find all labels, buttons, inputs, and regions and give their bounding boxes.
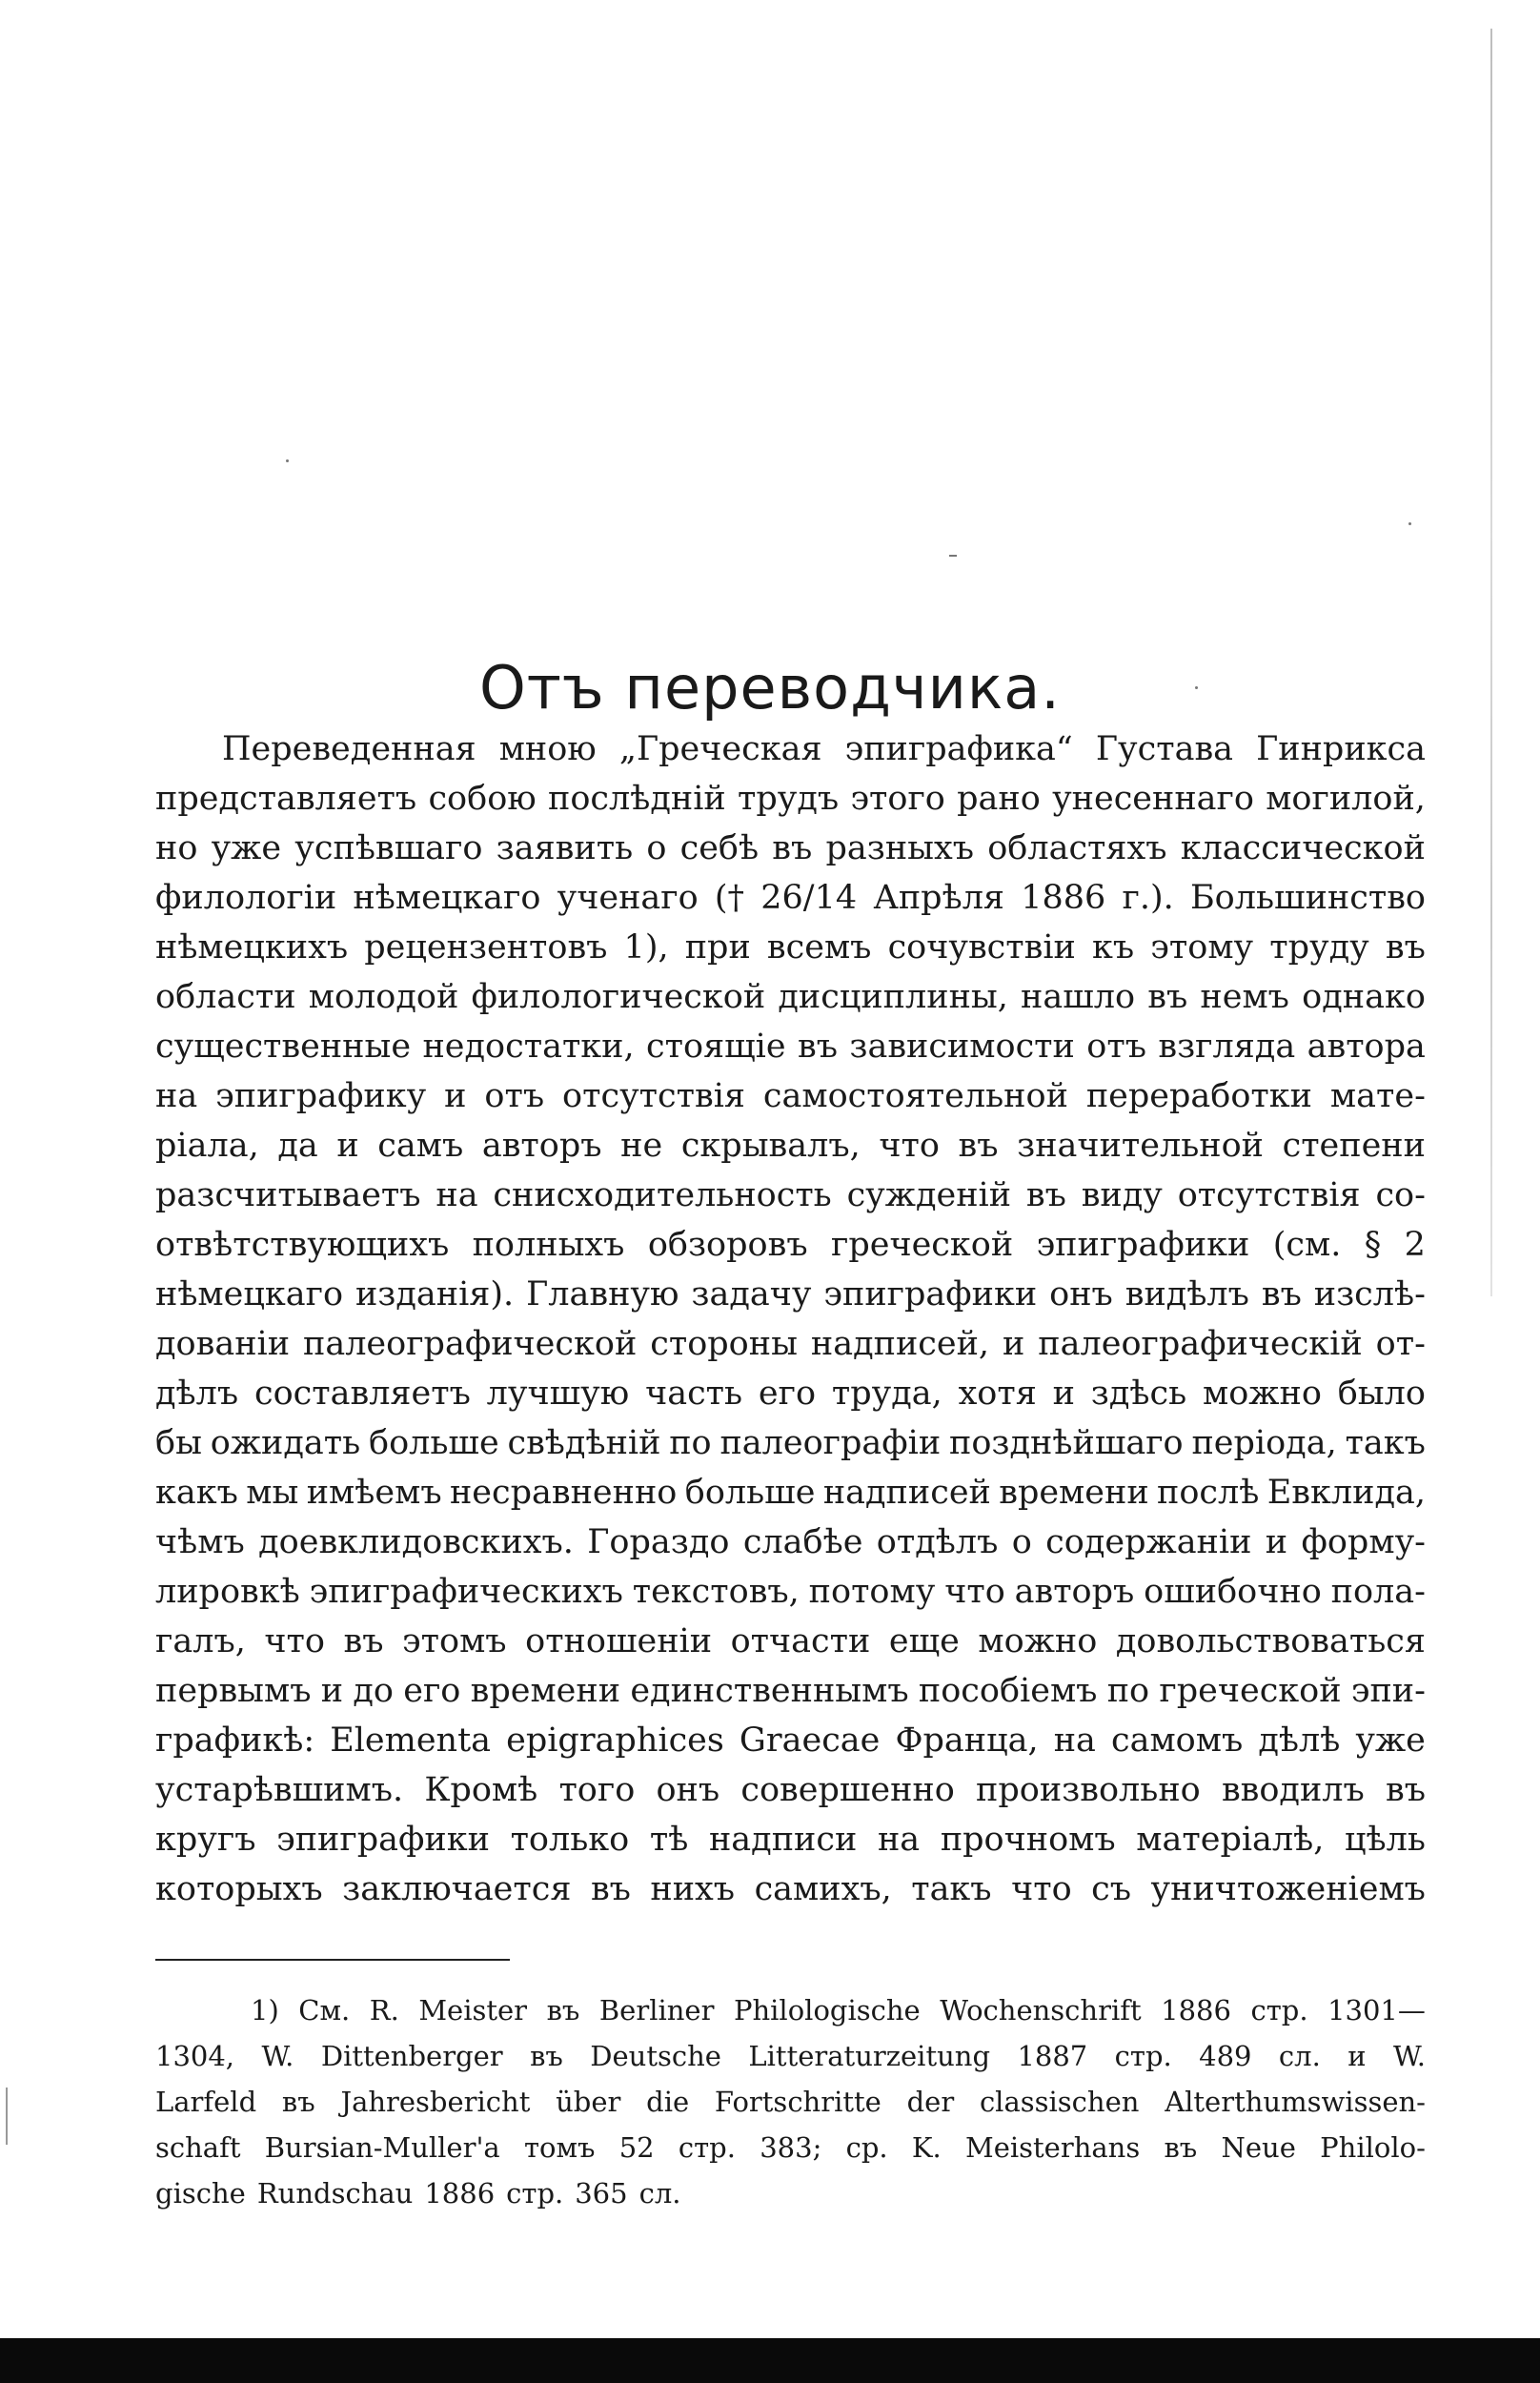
word: Гинрикса: [1256, 730, 1426, 768]
word: и: [1348, 2040, 1367, 2072]
word: авторъ: [1014, 1573, 1135, 1611]
word: надписи: [708, 1821, 858, 1859]
word: самъ: [377, 1127, 464, 1165]
word: ошибочно: [1144, 1573, 1322, 1611]
word: изслѣ-: [1313, 1275, 1426, 1314]
word: мате-: [1329, 1077, 1426, 1115]
word: успѣвшаго: [294, 829, 483, 867]
word: собою: [428, 780, 537, 818]
paragraph-line: [155, 1418, 1426, 1468]
word: Alterthumswissen-: [1165, 2086, 1426, 2118]
paragraph-line: [155, 1171, 1426, 1220]
footnote-line: [155, 2079, 1426, 2125]
word: въ: [1164, 2131, 1198, 2164]
word: часть: [645, 1375, 743, 1413]
word: стр.: [678, 2131, 736, 2164]
word: 1): [251, 1994, 279, 2027]
paragraph-line: [155, 774, 1426, 824]
word: свѣдѣнiй: [507, 1424, 661, 1462]
word: единственнымъ: [630, 1672, 909, 1710]
word: въ: [1385, 928, 1426, 967]
footnote-line: [155, 2125, 1426, 2170]
word: послѣ: [1157, 1474, 1260, 1512]
word: значительной: [1017, 1127, 1264, 1165]
word: gische: [155, 2177, 246, 2210]
main-paragraph: [155, 724, 1426, 1914]
word: бы: [155, 1424, 202, 1462]
word: Neue: [1221, 2131, 1296, 2164]
word: от-: [1375, 1325, 1426, 1363]
paragraph-line: [155, 1666, 1426, 1716]
word: полныхъ: [472, 1226, 625, 1264]
word: г.).: [1122, 879, 1174, 917]
page-title: Отъ переводчика.: [478, 652, 1062, 723]
word: его: [403, 1672, 461, 1710]
word: Rundschau: [256, 2177, 414, 2210]
word: не: [620, 1127, 663, 1165]
word: кругъ: [155, 1821, 256, 1859]
word: уже: [211, 829, 282, 867]
word: слабѣе: [742, 1523, 863, 1561]
word: пособiемъ: [918, 1672, 1098, 1710]
word: сужденiй: [846, 1176, 1012, 1214]
word: палеографическiй: [1038, 1325, 1363, 1363]
word: мы: [246, 1474, 299, 1512]
scan-bottom-edge: [0, 2338, 1540, 2383]
word: Франца,: [895, 1721, 1039, 1760]
word: Густава: [1095, 730, 1234, 768]
word: сочувствiи: [887, 928, 1076, 967]
word: степени: [1282, 1127, 1426, 1165]
word: „Греческая: [618, 730, 822, 768]
word: Wochenschrift: [940, 1994, 1142, 2027]
paragraph-line: [155, 724, 1426, 774]
word: отсутствiя: [1177, 1176, 1361, 1214]
word: того: [558, 1771, 636, 1809]
word: заключается: [342, 1870, 572, 1908]
word: къ: [1092, 928, 1135, 967]
word: лучшую: [486, 1375, 630, 1413]
word: какъ: [155, 1474, 238, 1512]
word: §: [1364, 1226, 1382, 1264]
word: ученаго: [557, 879, 699, 917]
footnotes: [155, 1987, 1426, 2216]
word: K.: [911, 2131, 942, 2164]
paragraph-line: [155, 873, 1426, 923]
word: этому: [1150, 928, 1254, 967]
word: эпиграфику: [215, 1077, 427, 1115]
word: да: [277, 1127, 318, 1165]
word: самомъ: [1110, 1721, 1244, 1760]
word: можно: [978, 1622, 1098, 1660]
word: что: [1011, 1870, 1072, 1908]
word: первымъ: [155, 1672, 312, 1710]
word: въ: [1025, 1176, 1066, 1214]
word: и: [1003, 1325, 1025, 1363]
word: стороны: [650, 1325, 798, 1363]
word: больше: [369, 1424, 499, 1462]
word: о: [1011, 1523, 1032, 1561]
word: Евклида,: [1266, 1474, 1426, 1512]
word: стр.: [1250, 1994, 1308, 2027]
word: classischen: [979, 2086, 1140, 2118]
word: Гораздо: [587, 1523, 730, 1561]
word: 365: [575, 2177, 628, 2210]
word: самостоятельной: [762, 1077, 1068, 1115]
word: матерiалѣ,: [1136, 1821, 1325, 1859]
paragraph-line: [155, 1468, 1426, 1517]
word: въ: [1386, 1771, 1426, 1809]
word: зависимости: [849, 1028, 1075, 1066]
word: эпиграфики: [823, 1275, 1038, 1314]
word: отъ: [1086, 1028, 1146, 1066]
word: Meisterhans: [965, 2131, 1141, 2164]
word: R.: [369, 1994, 399, 2027]
word: эпиграфики: [1036, 1226, 1250, 1264]
word: 1887: [1017, 2040, 1088, 2072]
word: Bursian-Muller'a: [264, 2131, 500, 2164]
word: произвольно: [976, 1771, 1201, 1809]
word: рiала,: [155, 1127, 259, 1165]
word: надписей,: [810, 1325, 990, 1363]
word: Larfeld: [155, 2086, 257, 2118]
word: только: [510, 1821, 630, 1859]
word: въ: [343, 1622, 384, 1660]
word: тѣ: [649, 1821, 689, 1859]
word: этомъ: [402, 1622, 507, 1660]
word: цѣль: [1345, 1821, 1426, 1859]
paragraph-line: [155, 1617, 1426, 1666]
word: и: [1265, 1523, 1288, 1561]
word: на: [877, 1821, 921, 1859]
word: нѣмецкаго: [155, 1275, 344, 1314]
word: текстовъ,: [632, 1573, 800, 1611]
word: W.: [1392, 2040, 1426, 2072]
word: Philolo-: [1320, 2131, 1426, 2164]
scan-speck: [286, 459, 289, 462]
word: однако: [1302, 978, 1426, 1016]
word: молодой: [308, 978, 459, 1016]
word: самихъ,: [754, 1870, 892, 1908]
paragraph-line: [155, 972, 1426, 1022]
word: отдѣлъ: [876, 1523, 999, 1561]
word: лировкѣ: [155, 1573, 300, 1611]
word: нихъ: [650, 1870, 736, 1908]
word: Graecae: [739, 1721, 881, 1760]
word: составляетъ: [253, 1375, 471, 1413]
word: разсчитываетъ: [155, 1176, 421, 1214]
word: (см.: [1272, 1226, 1342, 1264]
word: и: [320, 1672, 344, 1710]
word: Большинство: [1189, 879, 1426, 917]
word: въ: [772, 829, 813, 867]
word: существенные: [155, 1028, 412, 1066]
word: 26/14: [760, 879, 858, 917]
word: стр.: [1114, 2040, 1172, 2072]
paragraph-line: [155, 1815, 1426, 1864]
word: труда,: [831, 1375, 942, 1413]
word: надписей: [822, 1474, 991, 1512]
word: палеографической: [303, 1325, 638, 1363]
word: съ: [1091, 1870, 1131, 1908]
word: въ: [958, 1127, 999, 1165]
word: совершенно: [740, 1771, 955, 1809]
word: Главную: [526, 1275, 679, 1314]
word: въ: [530, 2040, 563, 2072]
word: по: [669, 1424, 712, 1462]
paragraph-line: [155, 1765, 1426, 1815]
word: заявить: [496, 829, 634, 867]
word: der: [906, 2086, 955, 2118]
word: что: [879, 1127, 940, 1165]
word: греческой: [830, 1226, 1014, 1264]
word: которыхъ: [155, 1870, 323, 1908]
word: немъ: [1200, 978, 1289, 1016]
word: 1886: [424, 2177, 496, 2210]
word: См.: [298, 1994, 351, 2027]
word: этого: [850, 780, 945, 818]
word: представляетъ: [155, 780, 417, 818]
word: изданiя).: [355, 1275, 515, 1314]
word: галъ,: [155, 1622, 246, 1660]
word: со-: [1375, 1176, 1426, 1214]
word: Jahresbericht: [340, 2086, 531, 2118]
word: филологiи: [155, 879, 337, 917]
word: въ: [1147, 978, 1188, 1016]
word: здѣсь: [1090, 1375, 1187, 1413]
word: на: [155, 1077, 198, 1115]
word: нѣмецкаго: [353, 879, 541, 917]
word: ожидать: [210, 1424, 361, 1462]
word: въ: [1261, 1275, 1302, 1314]
word: epigraphices: [506, 1721, 724, 1760]
word: недостатки,: [422, 1028, 635, 1066]
word: прочномъ: [940, 1821, 1116, 1859]
word: 1301—: [1327, 1994, 1426, 2027]
word: нѣмецкихъ: [155, 928, 349, 967]
paragraph-line: [155, 1121, 1426, 1171]
word: такъ: [1345, 1424, 1426, 1462]
paragraph-line: [155, 824, 1426, 873]
word: 489: [1199, 2040, 1252, 2072]
word: дованiи: [155, 1325, 291, 1363]
paragraph-line: [155, 923, 1426, 972]
word: позднѣйшаго: [949, 1424, 1184, 1462]
word: Dittenberger: [320, 2040, 503, 2072]
word: задачу: [691, 1275, 812, 1314]
word: автора: [1307, 1028, 1426, 1066]
word: Berliner: [598, 1994, 715, 2027]
word: Переведенная: [222, 730, 476, 768]
word: дѣлѣ: [1258, 1721, 1341, 1760]
word: греческой: [1159, 1672, 1342, 1710]
word: что: [264, 1622, 325, 1660]
word: времени: [470, 1672, 621, 1710]
word: и: [444, 1077, 467, 1115]
word: могилой,: [1266, 780, 1426, 818]
word: его: [758, 1375, 817, 1413]
word: снисходительность: [493, 1176, 832, 1214]
word: въ: [797, 1028, 838, 1066]
word: Elementa: [330, 1721, 492, 1760]
word: палеографiи: [719, 1424, 942, 1462]
word: schaft: [155, 2131, 241, 2164]
word: мною: [498, 730, 597, 768]
word: еще: [888, 1622, 960, 1660]
paragraph-line: [155, 1220, 1426, 1270]
word: Fortschritte: [714, 2086, 881, 2118]
word: и: [1052, 1375, 1075, 1413]
word: сл.: [1278, 2040, 1321, 2072]
word: унесеннаго: [1052, 780, 1254, 818]
word: на: [436, 1176, 478, 1214]
word: томъ: [523, 2131, 596, 2164]
word: вводилъ: [1221, 1771, 1365, 1809]
word: переработки: [1085, 1077, 1312, 1115]
word: о: [646, 829, 667, 867]
word: дѣлъ: [155, 1375, 239, 1413]
paragraph-line: [155, 1270, 1426, 1319]
word: 1886: [1161, 1994, 1231, 2027]
word: ср.: [845, 2131, 888, 2164]
word: труду: [1269, 928, 1369, 967]
word: стр.: [506, 2177, 564, 2210]
word: эпи-: [1350, 1672, 1426, 1710]
word: 1304,: [155, 2040, 235, 2072]
word: областяхъ: [987, 829, 1167, 867]
word: пола-: [1330, 1573, 1426, 1611]
word: въ: [281, 2086, 315, 2118]
word: отъ: [484, 1077, 545, 1115]
word: филологической: [471, 978, 766, 1016]
paragraph-line: [155, 1319, 1426, 1369]
word: и: [336, 1127, 359, 1165]
word: такъ: [911, 1870, 992, 1908]
paragraph-line: [155, 1716, 1426, 1765]
word: отсутствiя: [562, 1077, 745, 1115]
word: 1886: [1021, 879, 1106, 917]
word: несравненно: [449, 1474, 678, 1512]
word: перiода,: [1191, 1424, 1337, 1462]
footnote-line: [155, 1987, 1426, 2033]
word: 1),: [623, 928, 669, 967]
paragraph-line: [155, 1517, 1426, 1567]
word: 52: [618, 2131, 655, 2164]
word: нашло: [1021, 978, 1136, 1016]
paragraph-line: [155, 1864, 1426, 1914]
word: чѣмъ: [155, 1523, 245, 1561]
word: Deutsche: [590, 2040, 721, 2072]
word: въ: [590, 1870, 631, 1908]
word: стоящiе: [646, 1028, 786, 1066]
word: по: [1106, 1672, 1150, 1710]
word: что: [944, 1573, 1005, 1611]
word: области: [155, 978, 296, 1016]
word: содержанiи: [1045, 1523, 1252, 1561]
word: всемъ: [766, 928, 872, 967]
word: на: [1053, 1721, 1096, 1760]
word: дисциплины,: [778, 978, 1008, 1016]
word: виду: [1081, 1176, 1163, 1214]
paragraph-line: [155, 1369, 1426, 1418]
word: эпиграфика“: [844, 730, 1073, 768]
word: Meister: [418, 1994, 528, 2027]
word: рано: [957, 780, 1041, 818]
word: доевклидовскихъ.: [258, 1523, 574, 1561]
word: трудъ: [738, 780, 840, 818]
word: взгляда: [1158, 1028, 1296, 1066]
word: хотя: [958, 1375, 1037, 1413]
word: до: [353, 1672, 394, 1710]
word: потому: [808, 1573, 936, 1611]
footnote-line: [155, 2033, 1426, 2079]
word: онъ: [656, 1771, 720, 1809]
word: über: [556, 2086, 621, 2118]
word: отчасти: [730, 1622, 871, 1660]
word: устарѣвшимъ.: [155, 1771, 404, 1809]
word: эпиграфическихъ: [309, 1573, 623, 1611]
word: Philologische: [733, 1994, 921, 2027]
footnote-separator: [155, 1959, 510, 1961]
word: себѣ: [679, 829, 760, 867]
word: Кромѣ: [424, 1771, 538, 1809]
word: можно: [1203, 1375, 1322, 1413]
word: 383;: [760, 2131, 822, 2164]
word: довольствоваться: [1115, 1622, 1426, 1660]
word: (†: [714, 879, 745, 917]
word: эпиграфики: [276, 1821, 490, 1859]
word: при: [684, 928, 751, 967]
paragraph-line: [155, 1022, 1426, 1071]
word: уже: [1355, 1721, 1426, 1760]
footnote-line: [155, 2170, 1426, 2216]
word: но: [155, 829, 198, 867]
word: отношенiи: [525, 1622, 713, 1660]
word: скрывалъ,: [680, 1127, 861, 1165]
scan-speck: [1408, 522, 1411, 525]
word: въ: [546, 1994, 580, 2027]
word: имѣемъ: [306, 1474, 442, 1512]
word: сл.: [638, 2177, 681, 2210]
word: авторъ: [481, 1127, 602, 1165]
word: обзоровъ: [647, 1226, 808, 1264]
word: онъ: [1049, 1275, 1113, 1314]
word: 2: [1404, 1226, 1426, 1264]
word: времени: [999, 1474, 1149, 1512]
paragraph-line: [155, 1567, 1426, 1617]
word: рецензентовъ: [364, 928, 608, 967]
word: W.: [261, 2040, 294, 2072]
word: отвѣтствующихъ: [155, 1226, 450, 1264]
scan-artifact-left: [6, 2088, 8, 2145]
word: Litteraturzeitung: [748, 2040, 991, 2072]
paragraph-line: [155, 1071, 1426, 1121]
word: форму-: [1301, 1523, 1426, 1561]
word: уничтоженiемъ: [1150, 1870, 1426, 1908]
word: разныхъ: [825, 829, 975, 867]
word: Апрѣля: [873, 879, 1005, 917]
word: послѣднiй: [548, 780, 726, 818]
word: классической: [1180, 829, 1426, 867]
word: было: [1337, 1375, 1426, 1413]
word: графикѣ:: [155, 1721, 315, 1760]
word: видѣлъ: [1125, 1275, 1249, 1314]
word: die: [646, 2086, 690, 2118]
word: больше: [684, 1474, 816, 1512]
scan-speck: [949, 555, 957, 557]
